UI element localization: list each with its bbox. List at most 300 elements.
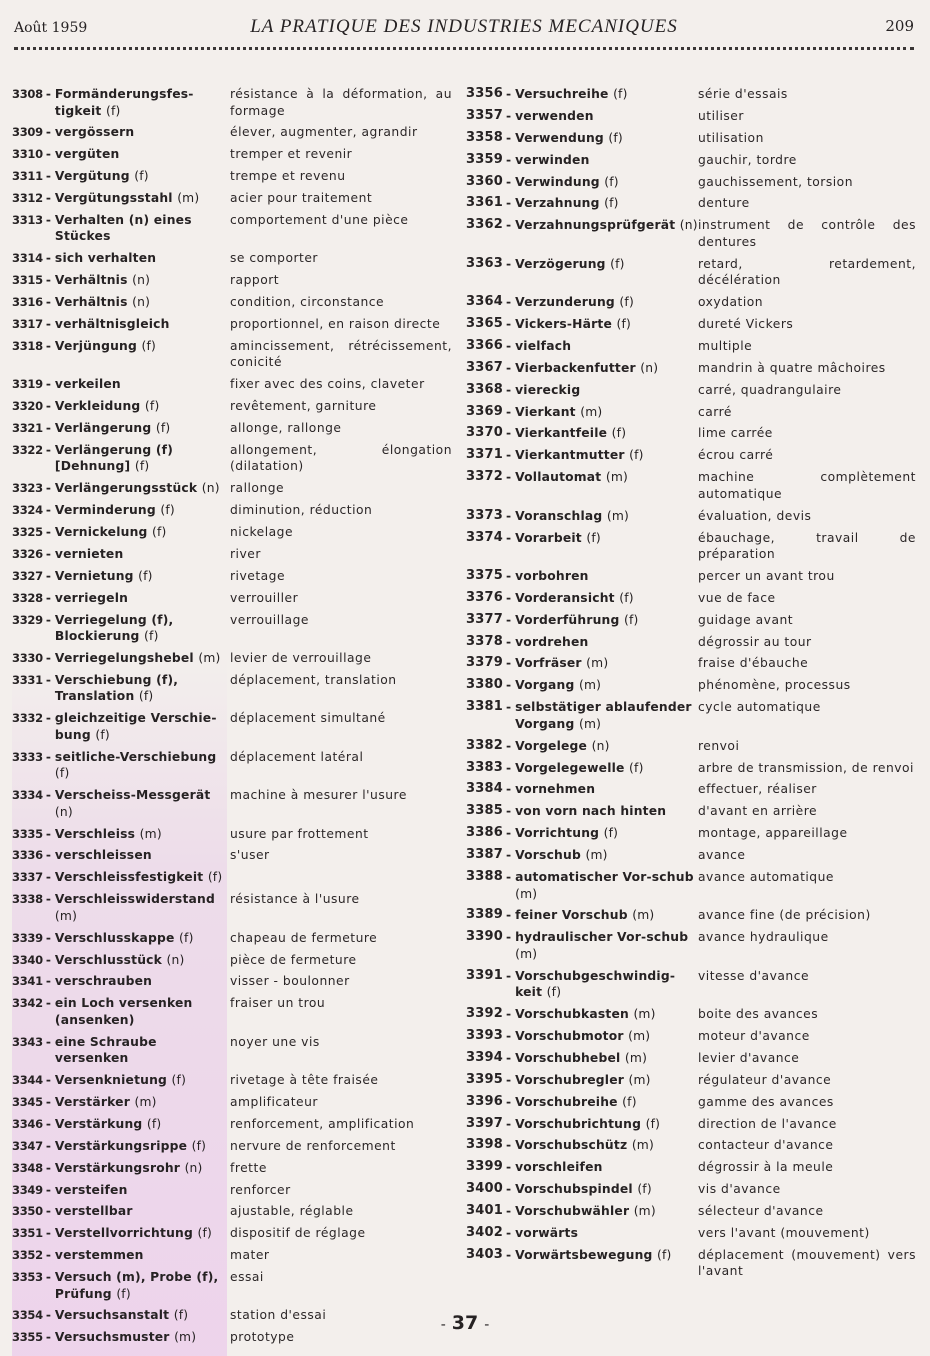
entry-separator: - — [45, 870, 51, 885]
entry-separator: - — [45, 377, 51, 392]
german-term — [515, 760, 698, 777]
french-definition: écrou carré — [698, 448, 774, 463]
french-definition: allongement, élongation (dilatation) — [230, 442, 452, 474]
entry-separator: - — [45, 1270, 51, 1285]
glossary-entry — [12, 1203, 452, 1220]
french-definition: dégrossir au tour — [698, 634, 812, 649]
german-word: feiner Vorschub — [515, 908, 628, 923]
entry-term — [12, 442, 230, 475]
german-word: ein Loch versenken (ansenken) — [54, 996, 193, 1027]
glossary-entry — [12, 546, 452, 563]
german-word: Verwindung — [515, 174, 600, 189]
entry-separator: - — [45, 590, 51, 605]
grammatical-gender: (f) — [144, 629, 159, 644]
german-term — [515, 634, 698, 651]
german-word: Vorschubspindel — [515, 1182, 633, 1197]
french-definition: régulateur d'avance — [698, 1072, 832, 1087]
french-definition: avance fine (de précision) — [698, 908, 871, 923]
french-definition: utiliser — [698, 108, 744, 123]
french-definition: boite des avances — [698, 1007, 819, 1022]
entry-number: 3330 — [12, 651, 43, 666]
grammatical-gender: (f) — [138, 568, 153, 583]
french-definition: levier d'avance — [698, 1050, 800, 1065]
entry-number: 3337 — [12, 870, 43, 885]
entry-term — [466, 1094, 698, 1111]
entry-number: 3397 — [466, 1115, 503, 1131]
glossary-entry — [466, 677, 916, 694]
entry-separator: - — [505, 317, 512, 332]
glossary-entry — [466, 968, 916, 1001]
german-word: vernieten — [54, 547, 124, 562]
entry-term — [466, 152, 698, 169]
entry-separator: - — [505, 108, 512, 123]
german-term — [55, 442, 230, 475]
entry-separator: - — [505, 404, 512, 419]
german-word: Verstärkungsrohr — [54, 1160, 181, 1175]
entry-separator: - — [45, 788, 51, 803]
french-definition: verrouillage — [230, 612, 309, 627]
entry-number: 3349 — [12, 1182, 43, 1197]
french-definition: percer un avant trou — [698, 568, 835, 583]
glossary-entry — [466, 217, 916, 250]
entry-number: 3331 — [12, 672, 43, 687]
german-term — [55, 973, 230, 990]
french-definition: noyer une vis — [230, 1034, 320, 1049]
entry-number: 3378 — [466, 633, 503, 649]
german-term — [515, 1050, 698, 1067]
entry-term — [12, 787, 230, 820]
entry-number: 3401 — [466, 1203, 503, 1219]
glossary-entry — [12, 826, 452, 843]
german-word: selbstätiger ablaufender Vorgang — [515, 700, 692, 731]
grammatical-gender: (m) — [633, 1007, 656, 1022]
entry-term — [466, 1050, 698, 1067]
glossary-entry — [466, 847, 916, 864]
entry-separator: - — [505, 382, 512, 397]
glossary-entry — [12, 338, 452, 371]
entry-term — [12, 1034, 230, 1067]
german-term — [515, 590, 698, 607]
grammatical-gender: (m) — [579, 678, 602, 693]
entry-separator: - — [45, 1094, 51, 1109]
entry-separator: - — [45, 711, 51, 726]
french-definition: frette — [230, 1160, 267, 1175]
entry-number: 3399 — [466, 1159, 503, 1175]
french-definition: déplacement (mouvement) vers l'avant — [698, 1247, 916, 1279]
glossary-entry — [12, 847, 452, 864]
french-definition: levier de verrouillage — [230, 651, 372, 666]
grammatical-gender: (f) — [54, 766, 70, 781]
glossary-entry — [12, 1034, 452, 1067]
glossary-entry — [12, 650, 452, 667]
german-word: vergüten — [54, 147, 120, 162]
entry-term — [12, 168, 230, 185]
entry-term — [466, 469, 698, 502]
german-word: Vernickelung — [54, 525, 148, 540]
glossary-entry — [466, 256, 916, 289]
glossary-entry — [466, 612, 916, 629]
german-term — [515, 929, 698, 962]
entry-term — [466, 1028, 698, 1045]
entry-number: 3346 — [12, 1116, 43, 1131]
entry-term — [12, 502, 230, 519]
glossary-entry — [12, 1094, 452, 1111]
german-word: vorwärts — [515, 1225, 579, 1240]
entry-separator: - — [505, 1204, 512, 1219]
entry-separator: - — [505, 87, 512, 101]
glossary-entry — [466, 469, 916, 502]
entry-separator: - — [45, 996, 51, 1011]
entry-separator: - — [505, 1050, 512, 1065]
german-word: Vorgelegewelle — [515, 760, 625, 775]
entry-number: 3327 — [12, 568, 43, 583]
french-definition: station d'essai — [230, 1308, 327, 1323]
german-term — [515, 316, 698, 333]
entry-number: 3374 — [466, 529, 503, 545]
entry-separator: - — [505, 218, 512, 233]
french-definition: rivetage — [230, 568, 286, 583]
entry-separator: - — [45, 421, 51, 436]
entry-separator: - — [45, 251, 51, 266]
grammatical-gender: (f) — [637, 1182, 652, 1197]
entry-separator: - — [505, 470, 512, 485]
entry-separator: - — [45, 952, 51, 967]
german-term — [515, 1094, 698, 1111]
grammatical-gender: (m) — [54, 908, 78, 923]
entry-number: 3388 — [466, 869, 503, 884]
entry-separator: - — [505, 1225, 512, 1240]
entry-number: 3314 — [12, 251, 43, 266]
german-term — [515, 508, 698, 525]
glossary-entry — [12, 930, 452, 947]
german-word: Verschiebung (f), Translation — [54, 672, 179, 704]
french-definition: arbre de transmission, de renvoi — [698, 760, 914, 775]
german-term — [515, 1006, 698, 1023]
glossary-entry — [466, 174, 916, 191]
entry-number: 3319 — [12, 377, 43, 392]
entry-number: 3334 — [12, 788, 43, 803]
german-word: Verstellvorrichtung — [54, 1226, 193, 1241]
german-word: eine Schraube versenken — [54, 1034, 157, 1066]
entry-number: 3393 — [466, 1027, 503, 1043]
german-term — [55, 546, 230, 563]
french-definition: évaluation, devis — [698, 508, 812, 523]
entry-term — [12, 480, 230, 497]
glossary-entry — [12, 1269, 452, 1302]
german-term — [55, 480, 230, 497]
grammatical-gender: (f) — [645, 1116, 661, 1131]
entry-number: 3355 — [12, 1330, 43, 1345]
entry-separator: - — [505, 174, 512, 189]
german-word: Vickers-Härte — [515, 317, 613, 332]
german-term — [55, 1094, 230, 1111]
entry-number: 3352 — [12, 1248, 43, 1263]
glossary-entry — [12, 398, 452, 415]
german-term — [515, 217, 698, 250]
french-definition: carré, quadrangulaire — [698, 382, 842, 397]
entry-term — [12, 891, 230, 924]
entry-term — [466, 655, 698, 672]
entry-number: 3395 — [466, 1071, 503, 1087]
german-term — [55, 212, 230, 245]
german-word: Vergütungsstahl — [54, 191, 173, 206]
glossary-entry — [12, 212, 452, 245]
entry-separator: - — [505, 508, 512, 523]
entry-number: 3377 — [466, 611, 503, 627]
entry-separator: - — [45, 442, 51, 457]
german-term — [515, 382, 698, 399]
german-term — [55, 420, 230, 437]
glossary-entry — [466, 508, 916, 525]
entry-term — [466, 1203, 698, 1220]
entry-separator: - — [45, 749, 51, 764]
page-footer — [0, 1312, 930, 1334]
entry-separator: - — [45, 273, 51, 288]
german-word: Verhältnis — [54, 273, 128, 288]
entry-number: 3336 — [12, 848, 43, 863]
entry-number: 3402 — [466, 1224, 503, 1240]
german-term — [515, 1159, 698, 1176]
entry-number: 3318 — [12, 338, 43, 353]
german-term — [515, 781, 698, 798]
entry-separator: - — [505, 1116, 512, 1131]
german-word: Versenknietung — [54, 1073, 168, 1088]
entry-term — [466, 86, 698, 103]
entry-term — [12, 1203, 230, 1220]
german-term — [55, 749, 230, 782]
german-word: Vorgang — [515, 678, 575, 693]
german-word: Verriegelungshebel — [54, 651, 194, 666]
entry-number: 3382 — [466, 737, 503, 753]
german-term — [55, 1138, 230, 1155]
german-word: viereckig — [515, 382, 581, 397]
grammatical-gender: (f) — [586, 530, 601, 545]
entry-term — [466, 738, 698, 755]
german-term — [55, 590, 230, 607]
french-definition: vers l'avant (mouvement) — [698, 1225, 870, 1240]
entry-term — [12, 398, 230, 415]
glossary-entry — [12, 168, 452, 185]
german-term — [55, 190, 230, 207]
german-term — [55, 1160, 230, 1177]
entry-number: 3389 — [466, 907, 503, 923]
german-word: Vierkant — [515, 404, 576, 419]
german-term — [515, 568, 698, 585]
french-definition: gauchir, tordre — [698, 152, 797, 167]
german-word: Vorfräser — [515, 656, 582, 671]
french-definition: contacteur d'avance — [698, 1138, 834, 1153]
entry-term — [466, 1181, 698, 1198]
german-word: Vergütung — [54, 169, 130, 184]
entry-term — [466, 568, 698, 585]
french-definition: retard, retardement, décélération — [698, 256, 916, 288]
glossary-entry — [466, 1137, 916, 1154]
french-definition: condition, circonstance — [230, 295, 385, 310]
grammatical-gender: (f) — [141, 338, 157, 353]
french-definition: proportionnel, en raison directe — [230, 317, 441, 332]
entry-number: 3326 — [12, 547, 43, 562]
entry-separator: - — [45, 525, 51, 540]
entry-separator: - — [45, 1116, 51, 1131]
entry-number: 3353 — [12, 1270, 43, 1285]
entry-number: 3361 — [466, 195, 503, 211]
entry-term — [466, 1159, 698, 1176]
german-word: sich verhalten — [54, 251, 157, 266]
german-word: Vorgelege — [515, 738, 588, 753]
german-word: Vorderführung — [515, 612, 620, 627]
entry-separator: - — [505, 590, 512, 605]
entry-separator: - — [45, 651, 51, 666]
grammatical-gender: (f) — [191, 1138, 207, 1153]
entry-term — [12, 524, 230, 541]
german-word: seitliche-Verschiebung — [54, 749, 217, 764]
german-word: Vernietung — [54, 568, 134, 583]
entry-number: 3387 — [466, 847, 503, 863]
entry-number: 3335 — [12, 826, 43, 841]
entry-term — [12, 250, 230, 267]
glossary-entry — [466, 1116, 916, 1133]
journal-title: LA PRATIQUE DES INDUSTRIES MECANIQUES — [250, 16, 678, 37]
french-definition — [230, 869, 452, 886]
entry-term — [466, 1247, 698, 1280]
entry-term — [12, 995, 230, 1028]
entry-term — [12, 973, 230, 990]
entry-term — [466, 677, 698, 694]
grammatical-gender: (f) — [619, 295, 634, 310]
entry-separator: - — [45, 295, 51, 310]
entry-number: 3359 — [466, 151, 503, 167]
french-definition: visser - boulonner — [230, 974, 350, 989]
glossary-entry — [466, 1203, 916, 1220]
french-definition: amincissement, rétrécissement, conicité — [230, 338, 452, 370]
german-word: Verzahnung — [515, 196, 600, 211]
entry-term — [12, 869, 230, 886]
german-word: Verlängerung — [54, 421, 152, 436]
german-word: Vorrichtung — [515, 826, 600, 841]
german-term — [55, 847, 230, 864]
glossary-entry — [12, 316, 452, 333]
grammatical-gender: (f) — [629, 760, 644, 775]
glossary-entry — [466, 338, 916, 355]
entry-separator: - — [505, 678, 512, 693]
french-definition: carré — [698, 404, 732, 419]
german-term — [515, 404, 698, 421]
glossary-entry — [466, 590, 916, 607]
entry-separator: - — [505, 426, 512, 441]
german-term — [55, 250, 230, 267]
glossary-entry — [466, 1225, 916, 1242]
entry-number: 3311 — [12, 169, 43, 184]
entry-number: 3348 — [12, 1160, 43, 1175]
entry-number: 3317 — [12, 317, 43, 332]
glossary-entry — [12, 869, 452, 886]
entry-number: 3310 — [12, 147, 43, 162]
entry-term — [12, 1269, 230, 1302]
entry-separator: - — [45, 125, 51, 140]
entry-term — [12, 826, 230, 843]
glossary-entry — [12, 1072, 452, 1089]
grammatical-gender: (m) — [585, 848, 608, 863]
entry-term — [466, 929, 698, 962]
entry-separator: - — [45, 568, 51, 583]
grammatical-gender: (m) — [586, 656, 609, 671]
german-term — [55, 1072, 230, 1089]
glossary-entry — [12, 272, 452, 289]
grammatical-gender: (f) — [604, 174, 619, 189]
grammatical-gender: (f) — [179, 930, 194, 945]
entry-number: 3333 — [12, 749, 43, 764]
entry-term — [466, 382, 698, 399]
entry-term — [466, 195, 698, 212]
entry-number: 3391 — [466, 967, 503, 983]
entry-separator: - — [505, 930, 512, 945]
french-definition: verrouiller — [230, 590, 299, 605]
entry-term — [466, 338, 698, 355]
entry-separator: - — [505, 1072, 512, 1087]
entry-number: 3380 — [466, 677, 503, 693]
french-definition: élever, augmenter, agrandir — [230, 125, 418, 140]
grammatical-gender: (f) — [105, 103, 121, 118]
german-word: Verzunderung — [515, 295, 615, 310]
entry-separator: - — [505, 568, 512, 583]
german-term — [55, 316, 230, 333]
german-word: Verzahnungsprüfgerät — [515, 218, 676, 233]
french-definition: mandrin à quatre mâchoires — [698, 360, 886, 375]
entry-number: 3362 — [466, 217, 503, 233]
french-definition: ajustable, réglable — [230, 1204, 354, 1219]
german-word: Verhältnis — [54, 295, 128, 310]
grammatical-gender: (n) — [201, 481, 220, 496]
german-word: Verschleisswiderstand — [54, 892, 215, 907]
entry-number: 3341 — [12, 974, 43, 989]
entry-number: 3340 — [12, 952, 43, 967]
entry-separator: - — [45, 191, 51, 206]
glossary-entry — [12, 749, 452, 782]
entry-separator: - — [45, 481, 51, 496]
german-word: verwinden — [515, 152, 590, 167]
glossary-entry — [12, 146, 452, 163]
entry-term — [466, 1006, 698, 1023]
french-definition: s'user — [230, 848, 270, 863]
entry-separator: - — [505, 700, 512, 715]
glossary-entry — [466, 425, 916, 442]
glossary-entry — [466, 1094, 916, 1111]
entry-term — [466, 316, 698, 333]
german-word: vorbohren — [515, 568, 589, 583]
entry-number: 3376 — [466, 589, 503, 605]
glossary-entry — [466, 152, 916, 169]
entry-number: 3315 — [12, 273, 43, 288]
german-word: Vorschubkasten — [515, 1007, 629, 1022]
entry-separator: - — [505, 295, 512, 310]
german-word: Vollautomat — [515, 470, 602, 485]
french-definition: denture — [698, 196, 750, 211]
entry-separator: - — [45, 547, 51, 562]
german-term — [515, 130, 698, 147]
grammatical-gender: (m) — [177, 191, 200, 206]
french-definition: prototype — [230, 1330, 295, 1345]
german-term — [515, 360, 698, 377]
german-term — [55, 1116, 230, 1133]
entry-term — [12, 420, 230, 437]
german-word: Verstärkung — [54, 1116, 143, 1131]
grammatical-gender: (m) — [580, 404, 603, 419]
grammatical-gender: (m) — [134, 1094, 157, 1109]
grammatical-gender: (f) — [207, 870, 223, 885]
french-definition: acier pour traitement — [230, 191, 373, 206]
glossary-entry — [466, 294, 916, 311]
glossary-entry — [12, 568, 452, 585]
